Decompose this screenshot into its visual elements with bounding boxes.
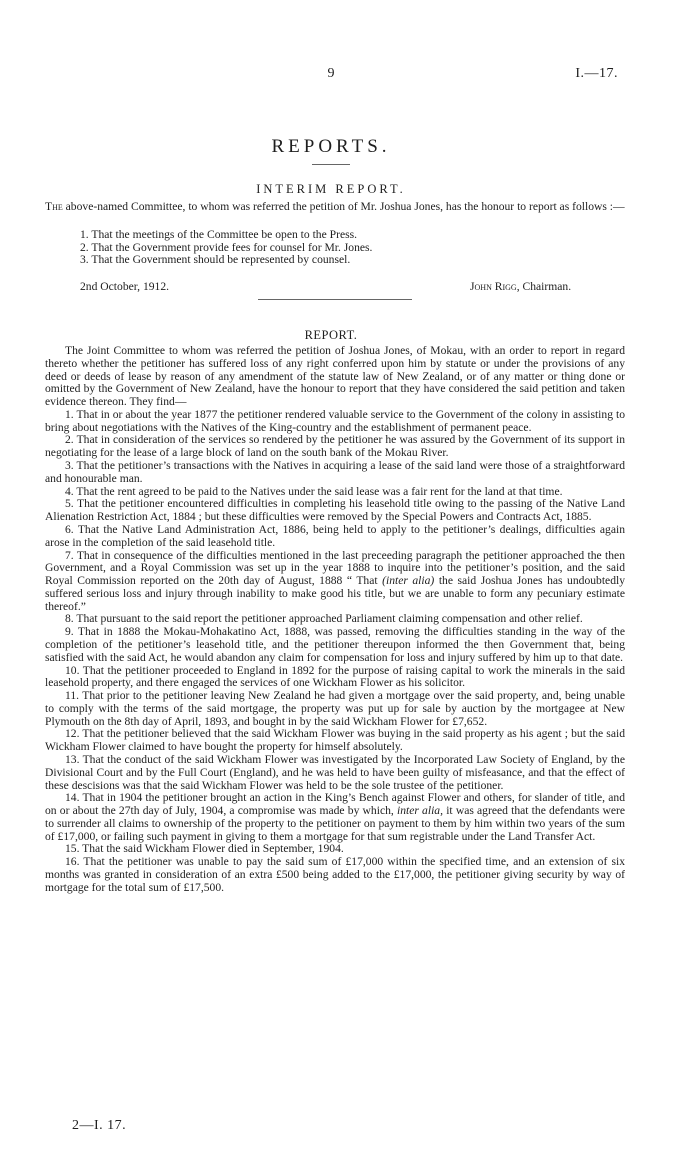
signatory-role: Chairman. bbox=[522, 280, 572, 293]
finding-text: the said Joshua Jones has undoubtedly suffered serious loss and injury through inability to make good his title, but we are unable to form any pecuniary estimate thereof.” bbox=[45, 574, 626, 613]
section-divider bbox=[258, 299, 412, 300]
printer-signature-mark: 2—I. 17. bbox=[72, 1118, 127, 1133]
page-number: 9 bbox=[327, 66, 335, 81]
finding-paragraph: 11. That prior to the petitioner leaving New Zealand he had given a mortgage over the said property, and, being unable to comply with the terms of the said mortgage, the property was put up for sale by auction by the mortgagee at New Plymouth on the 8th day of April, 1893, and bought in by the said Wickham Flower for £7,652. bbox=[45, 689, 625, 728]
list-item: 1. That the meetings of the Committee be open to the Press. bbox=[80, 228, 358, 241]
interim-report-heading: INTERIM REPORT. bbox=[256, 182, 406, 196]
finding-text: 7. That in consequence of the difficulties mentioned in the last preceeding paragraph the petitioner approached the then Government, and a Royal Commission was set up in the year 1888 to inquire into the petitioner’s position, and the said Royal Commission reported on the 20th day of August, 1888 “ That bbox=[45, 548, 625, 588]
finding-paragraph: 2. That in consideration of the services so rendered by the petitioner he was assured by the Government of its support in negotiating for the lease of a large block of land on the south bank of the Mokau River. bbox=[45, 433, 625, 460]
finding-paragraph: 9. That in 1888 the Mokau-Mohakatino Act, 1888, was passed, removing the difficulties standing in the way of the completion of the petitioner’s leasehold title, and the petitioner thereupon informed the then Government that, being satisfied with the said Act, he would abandon any claim for compensation for loss and injury suffered by him up to that date. bbox=[45, 625, 625, 664]
interim-report-signature bbox=[470, 280, 571, 293]
finding-paragraph bbox=[45, 792, 625, 843]
finding-text: it was agreed that the defendants were to surrender all claims to ownership of the property to the petitioner on payment to them by him within two years of the sum of £17,000, or failing such payment in giving to them a mortgage for that sum registrable under the Land Transfer Act. bbox=[45, 804, 625, 843]
intro-lead-word: The bbox=[45, 200, 63, 213]
finding-paragraph: 1. That in or about the year 1877 the petitioner rendered valuable service to the Government of the colony in assisting to bring about negotiations with the Natives of the King-country and the establishment of permanent peace. bbox=[45, 407, 625, 434]
finding-paragraph: 4. That the rent agreed to be paid to the Natives under the said lease was a fair rent for the land at that time. bbox=[65, 484, 563, 498]
interim-report-items bbox=[80, 229, 580, 267]
finding-paragraph: 15. That the said Wickham Flower died in September, 1904. bbox=[65, 842, 344, 856]
latin-phrase: inter alia, bbox=[396, 804, 443, 818]
interim-report-intro bbox=[45, 201, 625, 214]
finding-paragraph: 13. That the conduct of the said Wickham Flower was investigated by the Incorporated Law Society of England, by the Divisional Court and by the Full Court (England), and he was held to have been guilty of misfeasance, and that the effect of these descisions was that the said Wickham Flower was held to be the sole trustee of the petitioner. bbox=[45, 753, 625, 792]
finding-paragraph bbox=[45, 550, 625, 614]
report-body bbox=[45, 345, 625, 895]
title-divider bbox=[312, 164, 350, 165]
finding-text: 14. That in 1904 the petitioner brought an action in the King’s Bench against Flower and others, for slander of title, and on or about the 27th day of July, 1904, a compromise was made by which, bbox=[45, 791, 625, 818]
finding-paragraph: 5. That the petitioner encountered difficulties in completing his leasehold title owing to the passing of the Native Land Alienation Restriction Act, 1884 ; but these difficulties were removed by the Special Powers and Contracts Act, 1885. bbox=[45, 497, 625, 524]
intro-text: above-named Committee, to whom was referred the petition of Mr. Joshua Jones, has the honour to report as follows :— bbox=[65, 200, 625, 213]
list-item: 2. That the Government provide fees for counsel for Mr. Jones. bbox=[80, 240, 373, 254]
interim-report-date: 2nd October, 1912. bbox=[80, 280, 170, 293]
finding-paragraph: 6. That the Native Land Administration Act, 1886, being held to apply to the petitioner’s dealings, difficulties again arose in the completion of the said leasehold title. bbox=[45, 522, 625, 549]
list-item: 3. That the Government should be represented by counsel. bbox=[80, 253, 351, 266]
page-title: REPORTS. bbox=[271, 136, 391, 157]
finding-paragraph: 10. That the petitioner proceeded to England in 1892 for the purpose of raising capital to work the minerals in the said leasehold property, and there engaged the services of one Wickham Flower as his solicitor. bbox=[45, 663, 625, 690]
signatory-name: John Rigg, bbox=[470, 280, 520, 293]
report-intro-paragraph: The Joint Committee to whom was referred the petition of Joshua Jones, of Mokau, with an order to report in regard thereto whether the petitioner has suffered loss of any right conferred upon him by statute or under the provisions of any deed or deeds of lease by reason of any amendment of the statute law of New Zealand, or of any matter or thing done or omitted by the Government of New Zealand, have the honour to report that they have considered the said petition and taken evidence thereon. They find— bbox=[45, 344, 625, 409]
finding-paragraph: 12. That the petitioner believed that the said Wickham Flower was buying in the said property as his agent ; but the said Wickham Flower claimed to have bought the property for himself absolutely. bbox=[45, 727, 625, 754]
latin-phrase: (inter alia) bbox=[382, 574, 435, 588]
finding-paragraph: 16. That the petitioner was unable to pay the said sum of £17,000 within the specified time, and an extension of six months was granted in consideration of an extra £500 being added to the £17,000, the petitioner giving security by way of mortgage for the total sum of £17,500. bbox=[45, 855, 625, 894]
document-reference: I.—17. bbox=[575, 66, 618, 81]
report-heading: REPORT. bbox=[304, 328, 358, 342]
finding-paragraph: 3. That the petitioner’s transactions with the Natives in acquiring a lease of the said land were those of a straightforward and honourable man. bbox=[45, 459, 625, 485]
finding-paragraph: 8. That pursuant to the said report the petitioner approached Parliament claiming compensation and other relief. bbox=[65, 612, 583, 626]
